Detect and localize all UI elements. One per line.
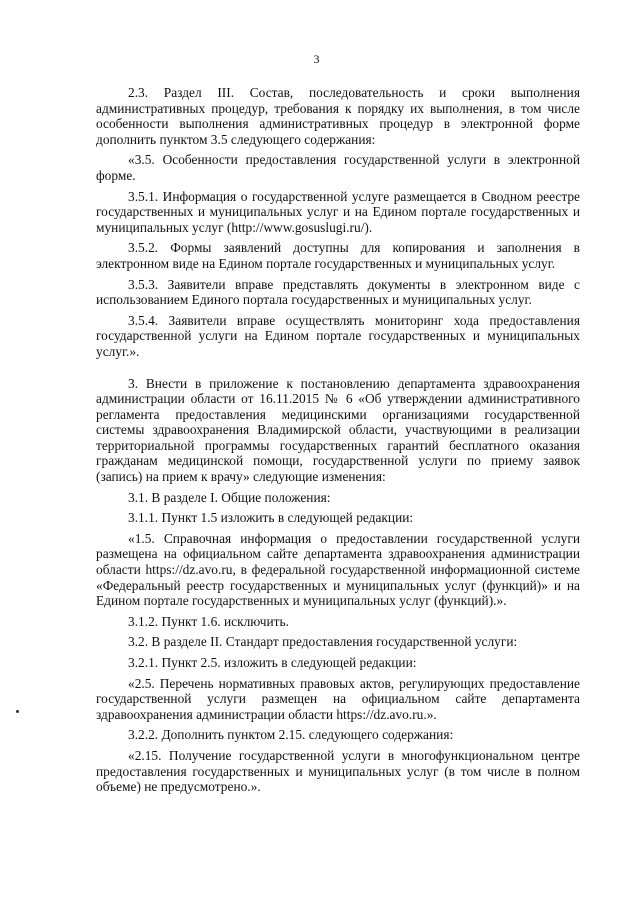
page-number: 3 [313,52,320,66]
paragraph-3-1-1: 3.1.1. Пункт 1.5 изложить в следующей редакции: [128,510,414,526]
paragraph-3-1: 3.1. В разделе I. Общие положения: [128,489,331,505]
paragraph-2-5: «2.5. Перечень нормативных правовых актов, регулирующих предоставление государственной услуги размещен на официальном сайте департамента здравоохранения администрации области https://dz.avo.ru.». [96,675,580,722]
document-body [96,85,580,795]
paragraph-2-3: 2.3. Раздел III. Состав, последовательность и сроки выполнения административных процедур, требования к порядку их выполнения, в том числе особенности выполнения административных процедур в электронной форме дополнить пунктом 3.5 следующего содержания: [96,85,580,147]
paragraph-1-5: «1.5. Справочная информация о предоставлении государственной услуги размещена на официальном сайте департамента здравоохранения администрации области https://dz.avo.ru, в федеральной государственной информационной системе «Федеральный реестр государственных и муниципальных услуг (функций)» и на Едином портале государственных и муниципальных услуг (функций).». [96,530,580,609]
paragraph-3-2: 3.2. В разделе II. Стандарт предоставления государственной услуги: [128,634,518,650]
paragraph-3-5-2: 3.5.2. Формы заявлений доступны для копирования и заполнения в электронном виде на Едином портале государственных и муниципальных услуг. [96,240,580,271]
paragraph-3-5: «3.5. Особенности предоставления государственной услуги в электронной форме. [96,152,580,183]
paragraph-3-2-1: 3.2.1. Пункт 2.5. изложить в следующей редакции: [128,655,417,670]
paragraph-3-5-4: 3.5.4. Заявители вправе осуществлять мониторинг хода предоставления государственной услуги на Едином портале государственных и муниципальных услуг.». [96,312,580,359]
margin-speck [16,710,19,713]
paragraph-3-5-3: 3.5.3. Заявители вправе представлять документы в электронном виде с использованием Единого портала государственных и муниципальных услуг. [96,276,580,308]
paragraph-3-5-1: 3.5.1. Информация о государственной услуге размещается в Сводном реестре государственных и муниципальных услуг и на Едином портале государственных и муниципальных услуг (http://www.gosuslugi.ru/). [96,188,580,235]
paragraph-3-2-2: 3.2.2. Дополнить пунктом 2.15. следующего содержания: [128,727,454,743]
paragraph-3-1-2: 3.1.2. Пункт 1.6. исключить. [128,613,289,629]
paragraph-2-15: «2.15. Получение государственной услуги в многофункциональном центре предоставления государственных и муниципальных услуг (в том числе в полном объеме) не предусмотрено.». [96,747,580,795]
paragraph-3: 3. Внести в приложение к постановлению департамента здравоохранения администрации области от 16.11.2015 № 6 «Об утверждении административного регламента предоставления медицинскими организациями государственной системы здравоохранения Владимирской области, участвующими в реализации территориальной программы государственных гарантий бесплатного оказания гражданам медицинской помощи, государственной услуги по приему заявок (запись) на прием к врачу» следующие изменения: [96,375,580,485]
